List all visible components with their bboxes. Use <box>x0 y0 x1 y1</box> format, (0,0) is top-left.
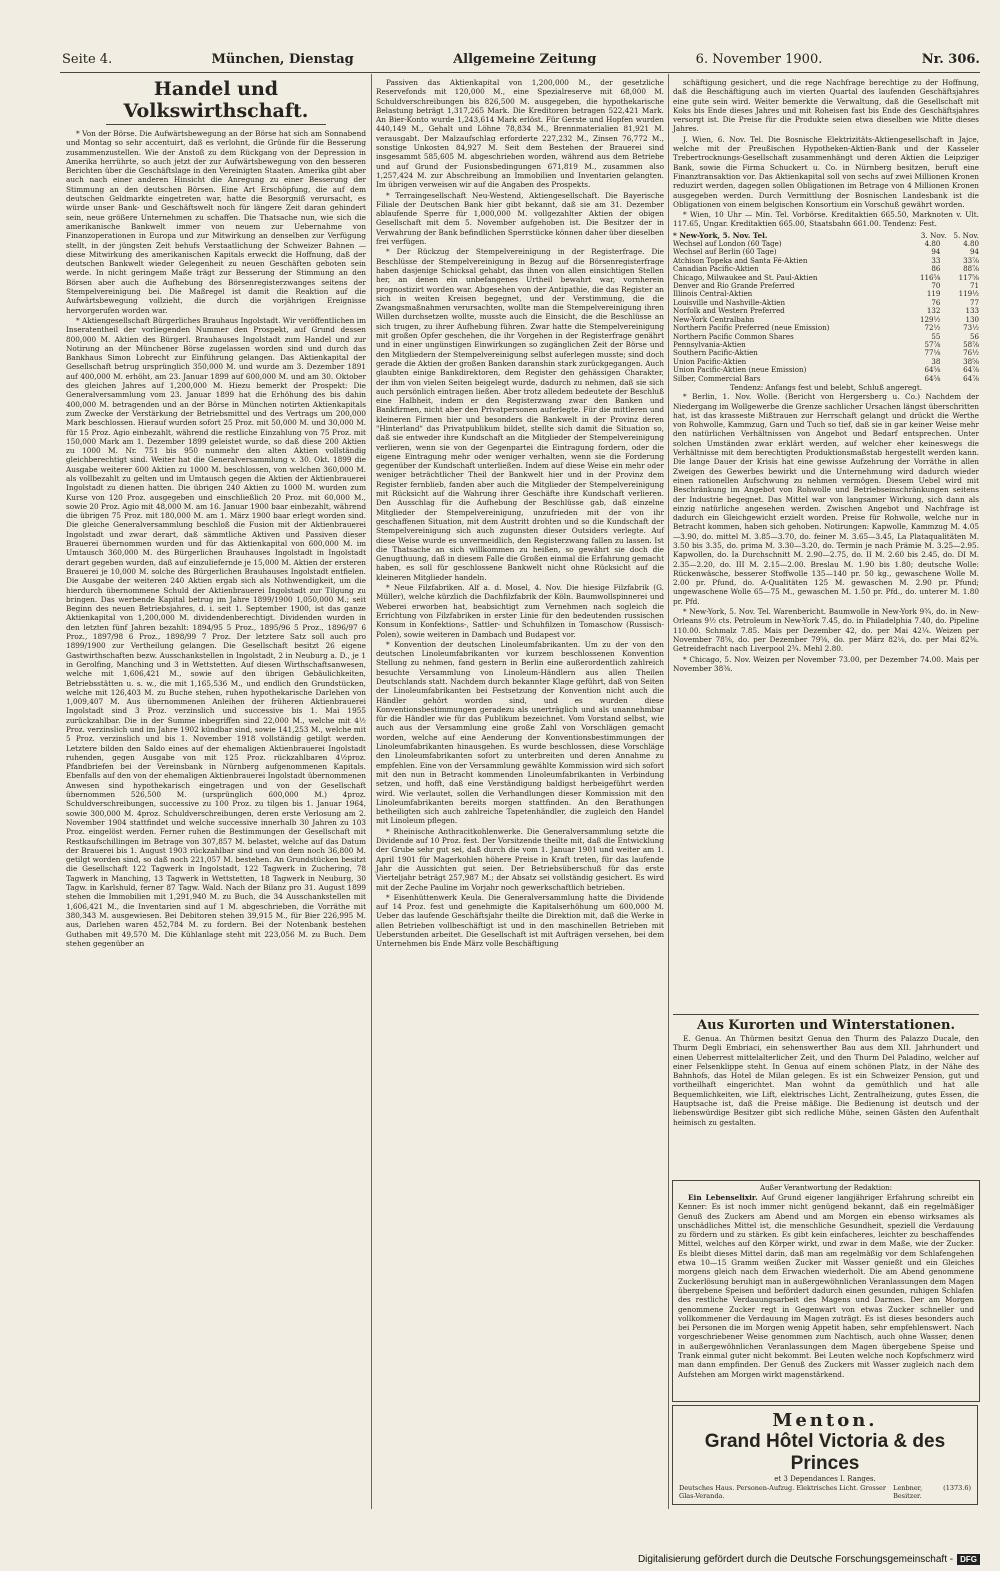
quote-value-a: 76 <box>931 297 941 307</box>
hotel-city: Menton. <box>772 1410 878 1431</box>
quote-name: New-York Centralbahn <box>673 314 755 324</box>
article-keula: * Eisenhüttenwerk Keula. Die Generalversammlung hatte die Dividende auf 14 Proz. fest und genehmigte die Kapitalserhöhung um 600,000 M. Ueber das laufende Geschäftsjahr theilte die Direktion mit, daß die Werke in allen Betrieben vollbeschäftigt ist und in den maschinellen Betrieben mit Ueberstunden arbeitet. Die Gesellschaft ist mit Aufträgen versehen, bei dem Unternehmen bis Ende März volle Beschäftigung <box>376 892 664 949</box>
quote-value-a: 94 <box>931 247 941 257</box>
date-col-b: 5. Nov. <box>953 230 979 240</box>
article-brauhaus-cont: Passiven das Aktienkapital von 1,200,000 M., der gesetzliche Reservefonds mit 120,000 M., eine Spezialreserve mit 68,000 M. Schuldverschreibungen bis 826,500 M. ausgegeben, die hypothekarische Belastung beträgt 1,317,265 Mark. Die Kreditoren betragen 522,421 Mark. An Bier-Konto wurde 1,243,614 Mark erlöst. Für Gerste und Hopfen wurden 440,149 M., Gehalt und Löhne 78,834 M., Brennmaterialien 81,921 M. verausgabt. Der Malzaufschlag erforderte 227,232 M., Zinsen 76,772 M., sonstige Unkosten 84,927 M. Seit dem Bestehen der Brauerei sind insgesammt 585,605 M. abgeschrieben worden, während aus dem Betriebe und auf Grund der Fusionsbedingungen 671,819 M., zusammen also 1,257,424 M. zur Abschreibung an Immobilien und Inventarien gelangten. Im übrigen verweisen wir auf die Angaben des Prospekts. <box>376 78 664 190</box>
digitisation-footer <box>638 1554 980 1565</box>
quote-name: Southern Pacific-Aktien <box>673 348 758 358</box>
quote-value-b: 117⅝ <box>958 272 979 282</box>
hotel-name: Grand Hôtel Victoria & des Princes <box>704 1431 946 1474</box>
advert-note: Außer Verantwortung der Redaktion: <box>759 1184 893 1192</box>
quote-value-b: 58⅞ <box>963 339 979 349</box>
quote-name: Wechsel auf Berlin (60 Tage) <box>673 247 777 257</box>
issue-number: Nr. 306. <box>921 52 980 67</box>
quote-value-b: 38⅝ <box>963 356 979 366</box>
article-brauhaus: * Aktiengesellschaft Bürgerliches Brauhaus Ingolstadt. Wir veröffentlichen im Inseratentheil der vorliegenden Nummer den Prospekt, auf Grund dessen 800,000 M. Aktien des Bürgerl. Brauhauses Ingolstadt zum Handel und zur Notirung an der Münchener Börse zugelassen worden sind und durch das Bankhaus Simon Lobrecht zur Einführung gelangen. Das Aktienkapital der Gesellschaft betrug ursprünglich 350,000 M. und wurde am 3. Dezember 1891 auf 400,000 M. erhöht, am 23. Januar 1899 auf 600,000 M. und am 30. Oktober des gleichen Jahres auf 1,200,000 M. Hiezu bemerkt der Prospekt: Die Generalversammlung vom 23. Januar 1899 hat die Erhöhung des bis dahin 400,000 M. betragenden und an der Börse in München notirten Aktienkapitals zum Zwecke der Verstärkung der Betriebsmittel und des Vertrags um 200,000 Mark beschlossen. Hierauf wurden sofort 25 Proz. mit 50,000 M. und 30,000 M. für 15 Proz. Agio einbezahlt, während die restliche Einzahlung von 75 Proz. mit 150,000 Mark am 1. Dezember 1899 geleistet wurde, so daß diese 200 Aktien zu 1000 M. Nr. 751 bis 950 nunmehr den alten Aktien vollständig gleichberechtigt sind. Weiter hat die Generalversammlung v. 30. Okt. 1899 die Ausgabe weiterer 600 Aktien zu 1000 M. beschlossen, von welchen 360,000 M. als vollbezahlt zu gelten und im Umtausch gegen die Aktien der Aktienbrauerei Ingolstadt zu dienen hatten. Die übrigen 240 Aktien zu 1000 M. wurden zum Kurse von 120 Proz. ausgegeben und einschließlich 20 Proz. mit 60,000 M., sowie 20 Proz. Agio mit 48,000 M. am 16. Januar 1900 baar einbezahlt, während die übrigen 75 Proz. mit 180,000 M. am 1. März 1900 baar erlegt worden sind. Die gleiche Generalversammlung beschloß die Fusion mit der Aktienbrauerei Ingolstadt und zwar derart, daß sämmtliche Aktiven und Passiven dieser Brauerei übernommen wurden und für das Aktienkapital von 600,000 M. im Umtausch 360,000 M. des Bürgerlichen Brauhauses Ingolstadt in Ingolstadt derart gegeben wurden, daß auf einzuliefernde je 15,000 M. Aktien der ersteren Brauerei je 10,000 M. solche des Bürgerlichen Brauhauses Ingolstadt entfielen. Die Ausgabe der weiteren 240 Aktien ergab sich als Nothwendigkeit, um die hierdurch übernommene Schuld der Aktienbrauerei Ingolstadt zur Tilgung zu bringen. Das werbende Kapital betrug im Jahre 1899/1900 1,050,000 M.; seit Beginn des neuen Betriebsjahres, d. i. seit 1. September 1900, ist das ganze Aktienkapital von 1,200,000 M. dividendenberechtigt. Dividenden wurden in den letzten fünf Jahren bezahlt: 1894/95 5 Proz., 1895/96 5 Proz., 1896/97 6 Proz., 1897/98 6 Proz., 1898/99 7 Proz. Der letztere Satz soll auch pro 1899/1900 zur Vertheilung gelangen. Die Gesellschaft besitzt 26 eigene Gastwirthschaften bezw. Ausschankstellen in Ingolstadt, 2 in Neuburg a. D., je 1 in Gerolfing, Manching und 3 in Wettstetten. Auf diesen Wirthschaftsanwesen, welche mit 1,606,421 M., sowie auf den übrigen Gebäulichkeiten, Betriebsstätten u. s. w., die mit 1,165,536 M., und endlich den Grundstücken, welche mit 126,403 M. zu Buche stehen, ruhen hypothekarische Darlehen von 1,009,407 M. Aus übernommenen Anleihen der früheren Aktienbrauerei Ingolstadt sind 3 Proz. verzinslich und successive bis 1. Mai 1955 zurückzahlbar. Die in der Summe inbegriffen sind 22,000 M., welche mit 4½ Proz. verzinslich und im Jahre 1902 kündbar sind, sowie 141,253 M., welche mit 5 Proz. verzinslich und bis 1. November 1918 vollständig getilgt werden. Letztere bilden den Saldo eines auf der ehemaligen Aktienbrauerei Ingolstadt ruhenden, gegen Ausgabe von mit 125 Proz. rückzahlbaren 4½proz. Pfandbriefen bei der Vereinsbank in Nürnberg aufgenommenen Kapitals. Ebenfalls auf den von der ehemaligen Aktienbrauerei Ingolstadt übernommenen Anwesen sind hypothekarisch eingetragen und von der Gesellschaft übernommen 526,500 M. (ursprünglich 600,000 M.) 4proz. Schuldverschreibungen, successive zu 100 Proz. zu tilgen bis 1. Januar 1964, sowie 300,000 M. 4proz. Schuldverschreibungen, deren erste Verlosung am 2. November 1904 stattfindet und welche successive innerhalb 30 Jahren zu 103 Proz. eingelöst werden. Ferner ruhen die Bestimmungen der Gesellschaft mit Restkaufschillingen im Betrage von 307,857 M. belastet, welche auf das Datum der Brauerei bis 1. August 1903 rückzahlbar sind und von dem noch 36,800 M. getilgt worden sind, so daß noch 221,057 M. bestehen. An Grundstücken besitzt die Gesellschaft 122 Tagwerk in Ingolstadt, 122 Tagwerk in Zuchering, 78 Tagwerk in Manching, 13 Tagwerk in Wettstetten, 18 Tagwerk in Neuburg, 30 Tagw. in Karlshuld, ferner 87 Tagw. Wald. Nach der Bilanz pro 31. August 1899 stehen die Immobilien mit 1,291,940 M. zu Buch, die 34 Ausschankstellen mit 1,606,421 M., die Inventarien sind auf 1 M. abgeschrieben, die Vorräthe mit 380,343 M. ausgewiesen. Bei Debitoren stehen 39,915 M., für Bier 226,995 M. aus, Darlehen waren 452,784 M. zu fordern. Bei der Notenbank bestehen Guthaben mit 49,570 M. Die Kühlanlage steht mit 223,056 M. zu Buch. Dem stehen gegenüber an <box>66 315 366 948</box>
quote-name: Chicago, Milwaukee and St. Paul-Aktien <box>673 272 818 282</box>
article-newyork-waren: * New-York, 5. Nov. Tel. Warenbericht. Baumwolle in New-York 9¾, do. in New-Orleans 9½ cts. Petroleum in New-York 7.45, do. in Philadelphia 7.40, do. Pipeline 110.00. Schmalz 7.85. Mais per Dezember 42, do. per Mai 42¼. Weizen per November 78⅝, do. per Dezember 79⅝, do. per März 82⅛, do. per Mai 82⅜. Getreidefracht nach Liverpool 2¾. Mehl 2.80. <box>673 607 979 654</box>
page-number: Seite 4. <box>62 52 113 67</box>
article-stempelvereinigung: * Der Rückzug der Stempelvereinigung in der Registerfrage. Die Beschlüsse der Stempelvereinigung in Bezug auf die Börsenregisterfrage haben dasjenige Schicksal gehabt, das ihnen von allen einsichtigen Stellen her, an denen ein unbefangenes Urtheil bewahrt war, vornherein prognostizirt worden war. Abgesehen von der Antipathie, die das Register an sich in weiten Kreisen begegnet, und der Verstimmung, die die Zwangsmaßnahmen verursachten, wollte man die Stempelvereinigung ihren Willen durchsetzen wollte, musste auch die Einsicht, die die Beschlüsse an sich trugen, zu ihrer Aufhebung führen. Zwar hatte die Stempelvereinigung mit großen Opfer geschehen, die ihr Vorgehen in der Registerfrage genährt und in einer ungünstigen Einwirkungen so zugänglichen Zeit der Börse und den Mitgliedern der Stempelvereinigung selbst auferlegen musste; sind doch gerade die Aktien der großen Banken daranshin stark zurückgegangen. Auch glaubten einige Bankdirektoren, dem Register den gehässigen Charakter, der ihm von vielen Seiten beigelegt wurde, dadurch zu nehmen, daß sie sich auch persönlich eintragen ließen. Aber trotz alledem bedeutete der Beschluß eine Halbheit, indem er den Registerzwang zwar den Banken und Bankfirmen, nicht aber den Privatpersonen auferlegte. Für die mittleren und kleineren Firmen hier und besonders die Bankwelt in der Provinz deren "Hinterland" das Privatpublikum bildet, stellte sich damit die Situation so, daß sie entweder ihre Kundschaft an die Mitglieder der Stempelvereinigung verlieren, wenn sie von der Gegenpartei die Eintragung fordern, oder die eigene Eintragung mehr oder weniger verhalten, wenn sie die Forderung gegenüber der Kundschaft unterließen. Indem auf diese Weise ein mehr oder weniger beträchtlicher Theil der Bankwelt hier und in der Provinz dem Register fernblieb, fanden aber auch die Mitglieder der Stempelvereinigung mit Rücksicht auf die Wahrung ihrer Geschäfte ihre Kundschaft verlieren. Den Ausschlag für die Aufhebung der Beschlüsse gab, daß einzelne Mitglieder der Stempelvereinigung, unzufrieden mit der von ihr geschaffenen Situation, mit dem Austritt drohten und so die Kundschaft der Stempelvereinigung sich auch zugunsten dieser Outsiders verlegte. Auf diese Weise wurde es unvermeidlich, den Registerzwang fallen zu lassen. Ist die Thatsache an sich willkommen zu heißen, so gewährt sie doch die Genugthuung, daß in diesem Falle die Großen einmal die Erfahrung gemacht haben, es soll für geschlossene Bankwelt nicht ohne Rücksicht auf die kleineren Mitglieder handeln. <box>376 247 664 582</box>
quote-value-a: 77⅛ <box>924 348 941 358</box>
page-header <box>62 52 980 70</box>
quote-name: Northern Pacific Common Shares <box>673 331 794 341</box>
column-right-top <box>673 78 979 673</box>
column-right-kur <box>673 1014 979 1174</box>
article-keula-cont: schäftigung gesichert, und die rege Nachfrage berechtige zu der Hoffnung, daß die Beschäftigung auch im vierten Quartal des laufenden Geschäftsjahres eine gute sein wird. Weiter bemerkte die Verwaltung, daß die Gesellschaft mit Koks bis Ende dieses Jahres und mit Roheisen fast bis Ende des Geschäftsjahres versorgt ist. Die Preise für die Produkte seien etwa dieselben wie Mitte dieses Jahres. <box>673 78 979 134</box>
quote-value-a: 72½ <box>924 323 941 333</box>
article-anthracit: * Rheinische Anthracitkohlenwerke. Die Generalversammlung setzte die Dividende auf 10 Proz. fest. Der Vorsitzende theilte mit, daß die Entwicklung der Grube sehr gut sei, daß durch die vom 1. Januar 1901 und weiter am 1. April 1901 für Magerkohlen höhere Preise in Kraft treten, für das laufende Jahr die Aussichten gut seien. Der Betriebsüberschuß für das erste Vierteljahr beträgt 257,987 M.; der Absatz sei vollständig gesichert. Es wird mit der Zeche Pauline im Vorjahr noch gewerkschaftlich betrieben. <box>376 826 664 892</box>
article-terraingesellschaft: * Terraingesellschaft Neu-Westend, Aktiengesellschaft. Die Bayerische Filiale der Deutschen Bank hier gibt bekannt, daß sie am 31. Dezember ablaufende Sperre für 1,000,000 M. vollgezahlter Aktien der obigen Gesellschaft mit dem 5. November aufgehoben ist. Die Besitzer der in Verwahrung der Bank befindlichen Sperrstücke können daher über dieselben frei verfügen. <box>376 190 664 247</box>
quote-value-b: 77 <box>969 297 979 307</box>
issue-date: 6. November 1900. <box>695 52 823 67</box>
quote-value-a: 86 <box>931 264 941 274</box>
article-berlin-wolle: * Berlin, 1. Nov. Wolle. (Bericht von Hergersberg u. Co.) Nachdem der Niedergang im Wollgewerbe die Grenze sachlicher Ursachen längst überschritten hat, ist das krasseste Mißtrauen zur Herrschaft gelangt und drückt die Werthe von Rohwolle, Kammzug, Garn und Tuch so tief, daß sie in gar keiner Weise mehr den natürlichen Verhältnissen von Angebot und Bedarf entsprechen. Unter solchen Umständen zwar erklärt werden, auf welcher eher keineswegs die Verhältnisse mit dem berechtigten Produktionsmaßstab hergestellt werden kann. Die lange Dauer der Krisis hat eine gewisse Aufzehrung der Vorräthe in allen Zweigen des Gewerbes bewirkt und die Unternehmung wird dadurch wieder einen rationellen Aufschwung zu nehmen vermögen. Diesem Uebel wird mit Beschränkung im Angebot von Rohwolle und Betriebseinschränkungen seitens der Industrie begegnet. Das Mittel war von langsamer Wirkung, sich dann als einzig natürliche angesehen werden. Zwischen Angebot und Nachfrage ist dadurch ein Gleichgewicht erzielt worden. Preise für Rohwolle, welche nur in Betracht kommen, haben sich gehoben. Notirungen: Kapwolle, Kammzug M. 4.05—3.90, do. mittel M. 3.85—3.70, do. feiner M. 3.65—3.45, La Plataqualitäten M. 3.50 bis 3.35, do. prima M. 3.30—3.20, do. Termin je nach Prämie M. 3.25—2.95. Kapwollen, do. Ia Durchschnitt M. 2.90—2.75, do. II M. 2.60 bis 2.45, do. DI M. 2.35—2.20, do. III M. 2.15—2.00. Breslau M. 1.90 bis 1.80; deutsche Wolle: Rückenwäsche, besserer Stoffwolle 135—140 pr. 50 kg., gewaschene Wolle M. 2.00 pr. Pfund, do. A-Qualitäten 125 M. gewaschen M. 2.90 pr. Pfund; ungewaschene Wolle 65—75 M., gewaschen M. 1.50 pr. Pfd., do. unterer M. 1.80 pr. Pfd. <box>673 392 979 606</box>
quote-name: Illinois Central-Aktien <box>673 289 753 299</box>
newyork-head: * New-York, 5. Nov. Tel. <box>673 230 768 240</box>
quote-name: Union Pacific-Aktien <box>673 356 747 366</box>
quote-value-b: 33⅞ <box>963 255 979 265</box>
title-rule <box>106 124 326 125</box>
quote-value-b: 94 <box>969 247 979 257</box>
advert-text: Auf Grund eigener langjähriger Erfahrung schreibt ein Kenner: Es ist noch immer nicht genügend bekannt, daß ein regelmäßiger Genuß des Zuckers am Abend und am Morgen ein ebenso wirksames als unschädliches Mittel ist, die menschliche Gesundheit, speziell die Verdauung zu fördern und zu stärken. Es gibt kein einfacheres, leichter zu beschaffendes Mittel, welches auf den Körper wirkt, und zwar in dem Maße, wie der Zucker. Es bleibt dieses Mittel darin, daß man am regelmäßig vor dem Schlafengehen etwa 10—15 Gramm weißen Zucker mit Wasser genießt und ein Gleiches morgens gleich nach dem Erwachen wiederholt. Die am Abend genommene Zuckerlösung beruhigt man in außergewöhnlichen Veranlassungen dem Magen übergebene Speisen und befördert dadurch einen gesunden, ruhigen Schlafen des restliche Verdauungsarbeit des Magens und Darmes. Der am Morgen genommene Zucker regt in Gegenwart von etwas Zucker schneller und vollkommener die Verdauung im Magen zuträgt. Es ist dieses besonders auch bei Personen die im Morgen wenig Appetit haben, sehr empfehlenswert. Nach vorgeschriebener Weise genommen zum Nachtisch, auch ohne Wasser, denen in außergewöhnlichen Veranlassungen dem Magen übergebene Speise und Trank einmal guter nicht bekommt. Bei Leuten welche noch Kopfschmerz wird man dann empfinden. Der Genuß des Zuckers mit Wasser zugleich nach dem Aufstehen am Morgen wirkt magenstärkend. <box>678 1193 974 1379</box>
hotel-sub: et 3 Dependances I. Ranges. <box>774 1475 876 1483</box>
article-genua: E. Genua. An Thürmen besitzt Genua den Thurm des Palazzo Ducale, den Thurm Degli Embriaci, ein sehenswerther Bau aus dem XII. Jahrhundert und einen Ueberrest mittelalterlicher Zeit, und den Thurm Del Paladino, welcher auf einer Felsenklippe steht. In Genua auf einem schönen Platz, in der Nähe des Bahnhofs, das Hotel de Milan gelegen. Es ist ein Schweizer Pension, gut und vortheilhaft eingerichtet. Man wohnt da gemüthlich und hat alle Bequemlichkeiten, wie Lift, elektrisches Licht, Zentralheizung, gutes Essen, die Hauptsache ist, daß die Preise mäßige. Die Bedienung ist deutsch und der liebenswürdige Besitzer gibt sich redliche Mühe, seinen Gästen den Aufenthalt heimisch zu gestalten. <box>673 1034 979 1127</box>
quote-name: Pennsylvania-Aktien <box>673 339 746 349</box>
hotel-features: Deutsches Haus. Personen-Aufzug. Elektrisches Licht. Grosser Glas-Veranda. <box>679 1484 886 1500</box>
quote-value-b: 133 <box>965 306 979 316</box>
hotel-owner: Lenbner, Besitzer. <box>893 1484 923 1500</box>
quote-name: Northern Pacific Preferred (neue Emission) <box>673 323 830 333</box>
hotel-foot <box>679 1484 971 1500</box>
quotes-tendency: Tendenz: Anfangs fest und belebt, Schluß angeregt. <box>729 382 923 392</box>
quote-value-b: 73½ <box>963 323 979 333</box>
article-filzfabriken: * Neue Filzfabriken. Alf a. d. Mosel, 4. Nov. Die hiesige Filzfabrik (G. Müller), welche kürzlich die Dachfilzfabrik der Köln. Baumwollspinnerei und Weberei erworben hat, beabsichtigt zum Vernehmen nach sogleich die Errichtung von Filzfabriken in erster Linie für den bedeutenden russischen Konsum in Konfektions-, Sattler- und Schuhfilzen in Tomaschow (Russisch-Polen), sowie weiteren in Dambach und Budapest vor. <box>376 583 664 639</box>
article-wien-bosnisch: J. Wien, 6. Nov. Tel. Die Bosnische Elektrizitäts-Aktiengesellschaft in Jajce, welche mit der Preußischen Hypotheken-Aktien-Bank und der Kasseler Trebertrocknungs-Gesellschaft zusammenhängt und deren Aktien die Leipziger Bank, sowie die Firma Schuckert u. Co. in Nürnberg besitzen, beruft eine Finanztransaktion vor. Das Aktienkapital soll von sechs auf zwei Millionen Kronen reduzirt werden, dagegen sollen Obligationen im Betrage von 4 Millionen Kronen ausgegeben werden. Durch Vermittlung der Bosnischen Landesbank ist die Obligationen von einem belgischen Konsortium ein Vorschuß gewährt worden. <box>673 134 979 209</box>
quote-name: Louisville und Nashville-Aktien <box>673 297 786 307</box>
advert-head: Ein Lebenselixir. <box>688 1193 758 1202</box>
footer-text: Digitalisierung gefördert durch die Deutsche Forschungsgemeinschaft - <box>637 1554 954 1565</box>
quote-value-b: 64⅞ <box>963 365 979 375</box>
date-col-a: 3. Nov. <box>920 230 947 240</box>
article-wien-vorboerse: * Wien, 10 Uhr — Min. Tel. Vorbörse. Kreditaktien 665.50, Marknoten v. Ult. 117.65, Ungar. Kreditaktien 665.00, Staatsbahn 661.00. Tendenz: Fest. <box>673 210 979 229</box>
quote-value-b: 4.80 <box>963 239 979 249</box>
quote-value-a: 119 <box>926 289 941 299</box>
quote-value-a: 4.80 <box>924 239 941 249</box>
quote-name: Atchison Topeka and Santa Fé-Aktien <box>673 255 808 265</box>
quote-name: Norfolk and Western Preferred <box>673 306 785 316</box>
advert-lebenselixir <box>672 1180 980 1402</box>
quote-row <box>673 375 979 383</box>
quote-name: Wechsel auf London (60 Tage) <box>673 239 782 249</box>
stock-quotes-table <box>673 240 979 383</box>
quote-value-b: 71 <box>969 281 979 291</box>
city-day: München, Dienstag <box>211 52 354 67</box>
kur-title: Aus Kurorten und Winterstationen. <box>697 1018 955 1033</box>
article-chicago: * Chicago, 5. Nov. Weizen per November 73.00, per Dezember 74.00. Mais per November 38⅜. <box>673 654 979 673</box>
quote-value-a: 38 <box>931 356 941 366</box>
kur-rule <box>673 1014 979 1015</box>
quote-value-a: 116⅝ <box>919 272 941 282</box>
quote-name: Union Pacific-Aktien (neue Emission) <box>673 365 807 375</box>
quote-value-a: 33 <box>931 255 941 265</box>
quote-value-b: 88⅞ <box>963 264 979 274</box>
quote-value-a: 64⅝ <box>924 365 941 375</box>
quote-value-a: 57⅞ <box>924 339 941 349</box>
quote-value-a: 64⅝ <box>924 373 941 383</box>
section-title: Handel und Volkswirthschaft. <box>123 78 309 122</box>
quote-value-a: 129½ <box>919 314 941 324</box>
quote-value-b: 130 <box>965 314 979 324</box>
newspaper-title: Allgemeine Zeitung <box>453 52 597 67</box>
column-left <box>66 78 366 1510</box>
quote-value-b: 64⅞ <box>963 373 979 383</box>
quote-name: Canadian Pacific-Aktien <box>673 264 759 274</box>
advert-hotel <box>672 1405 978 1505</box>
quote-name: Denver and Rio Grande Preferred <box>673 281 795 291</box>
quote-name: Silber, Commercial Bars <box>673 373 761 383</box>
quote-value-b: 119½ <box>958 289 979 299</box>
header-rule <box>60 72 980 73</box>
quote-value-b: 56 <box>969 331 979 341</box>
column-rule-2 <box>668 74 669 1509</box>
column-rule-1 <box>371 74 372 1509</box>
quote-value-b: 76½ <box>963 348 979 358</box>
quote-value-a: 132 <box>926 306 941 316</box>
hotel-code: (1373.6) <box>943 1484 971 1492</box>
quote-value-a: 55 <box>931 331 941 341</box>
dfg-logo: DFG <box>957 1554 980 1565</box>
article-boerse: * Von der Börse. Die Aufwärtsbewegung an der Börse hat sich am Sonnabend und Montag so sehr accentuirt, daß es verlohnt, die Gründe für die Besserung zusammenzustellen. Wie der Anstoß zu dem Rückgang von der Depression in Amerika herrührte, so auch jetzt der zur Aufwärtsbewegung von den besseren Berichten über die Geschäftslage in den Vereinigten Staaten. Amerika gibt aber auch nach einer anderen Hinsicht die Anregung zu einer Besserung der Stimmung an den deutschen Börsen. Eine Art Erschöpfung, die auf dem deutschen Geldmarkte eingetreten war, hatte die Besorgniß verursacht, es würde unser Bank- und Geschäftswelt noch für längere Zeit daran gehindert sein, neue größere Unternehmen zu schaffen. Die Thatsache nun, wie sich die amerikanische Bankwelt immer von neuem zur Uebernahme von Finanzoperationen in Europa und zur Mitwirkung an denselben zur Verfügung stellt, in der jüngsten Zeit behufs Verstaatlichung der Schweizer Bahnen — diese Mitwirkung des amerikanischen Kapitals erweckt die Hoffnung, daß der deutschen Bankwelt wieder Gelegenheit zu neuen Geschäften geboten sein werde. In nicht geringem Maße trägt zur Besserung der Stimmung an den Börsen aber auch die Aufhebung des Börsenregisterzwanges seitens der Stempelvereinigung bei. Die Maßregel ist damit die Reaktion auf die Aufwärtsbewegung vollzieht, die durch die vorjährigen Ereignisse hervorgerufen worden war. <box>66 129 366 315</box>
article-linoleum: * Konvention der deutschen Linoleumfabrikanten. Um zu der von den deutschen Linoleumfabrikanten vor kurzem beschlossenen Konvention Stellung zu nehmen, fand gestern in Berlin eine außerordentlich zahlreich besuchte Versammlung von Linoleum-Händlern aus allen Theilen Deutschlands statt. Nachdem durch bekannter Klage geführt, daß von Seiten der Linoleumfabrikanten bei Festsetzung der Konvention nicht auch die Händler gehört worden sind, und es wurden diese Konventionsbestimmungen geradezu als unerträglich und als unannehmbar für die Händler wie für das Publikum bezeichnet. Vom Vorstand selbst, wie auch aus der Versammlung eine große Zahl von Vorschlägen gemacht worden, welche auf eine Aenderung der Konventionsbestimmungen der Linoleumfabrikanten hinausgehen. Es wurde beschlossen, diese Vorschläge den Linoleumfabrikanten sofort zu unterbreiten und deren Annahme zu empfehlen. Eine von der Versammlung gewählte Kommission wird sich sofort mit den nun in Betracht kommenden Linoleumfabrikanten in Verbindung setzen, und hofft, daß eine Verständigung baldigst herbeigeführt werden wird. Wie verlautet, sollen die Verhandlungen dieser Kommission mit den Linoleumfabrikanten bereits morgen stattfinden. An den Berathungen betheiligten sich auch zahlreiche Tapetenhändler, die zugleich den Handel mit Linoleum pflegen. <box>376 639 664 826</box>
column-middle <box>376 78 664 1510</box>
quote-value-a: 70 <box>931 281 941 291</box>
